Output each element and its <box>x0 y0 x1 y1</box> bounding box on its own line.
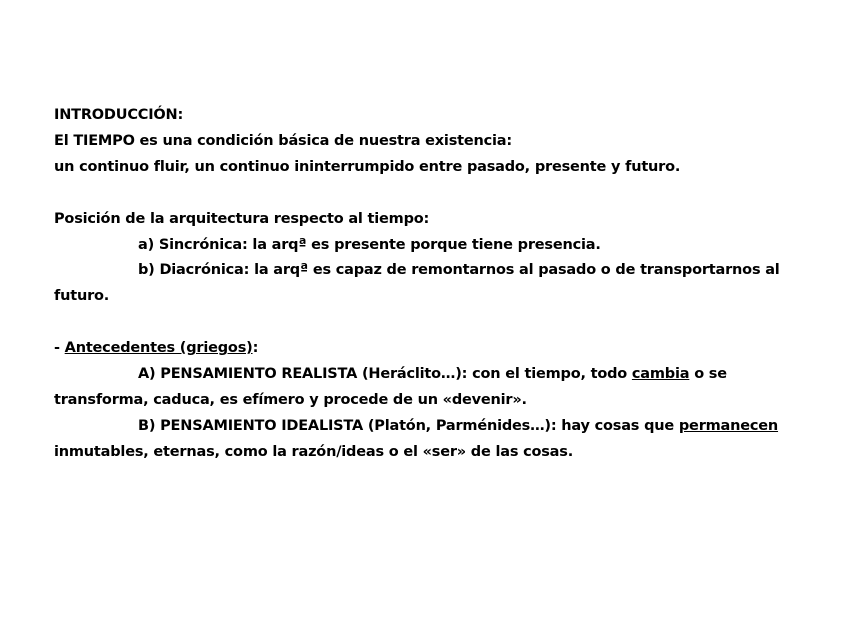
realista-underlined-word: cambia <box>631 366 690 383</box>
document-body <box>54 103 804 466</box>
pensamiento-realista-line2: transforma, caduca, es efímero y procede de un «devenir». <box>54 391 527 408</box>
blank-line <box>54 181 804 207</box>
realista-text: A) PENSAMIENTO REALISTA (Heráclito…): con el tiempo, todo <box>138 366 632 383</box>
antecedentes-heading <box>54 336 804 362</box>
pensamiento-idealista-line2: inmutables, eternas, como la razón/ideas o el «ser» de las cosas. <box>54 443 574 460</box>
item-b-diacronica-line1: b) Diacrónica: la arqª es capaz de remontarnos al pasado o de transportarnos al <box>138 262 780 279</box>
realista-after: o se <box>689 366 727 383</box>
fluir-line: un continuo fluir, un continuo ininterrumpido entre pasado, presente y futuro. <box>54 158 681 175</box>
antecedentes-label: Antecedentes (griegos) <box>64 340 253 357</box>
idealista-text: B) PENSAMIENTO IDEALISTA (Platón, Parménides…): hay cosas que <box>138 417 679 434</box>
intro-heading: INTRODUCCIÓN: <box>54 107 184 123</box>
blank-line <box>54 310 804 336</box>
idealista-underlined-word: permanecen <box>678 417 779 434</box>
tiempo-line: El TIEMPO es una condición básica de nuestra existencia: <box>54 132 512 149</box>
antecedentes-suffix: : <box>252 340 259 357</box>
posicion-heading: Posición de la arquitectura respecto al tiempo: <box>54 210 430 227</box>
pensamiento-idealista-line1 <box>54 414 804 440</box>
item-a-sincronica: a) Sincrónica: la arqª es presente porque tiene presencia. <box>138 236 601 253</box>
item-b-diacronica-line2: futuro. <box>54 288 110 305</box>
pensamiento-realista-line1 <box>54 362 804 388</box>
antecedentes-prefix: - <box>54 340 65 357</box>
